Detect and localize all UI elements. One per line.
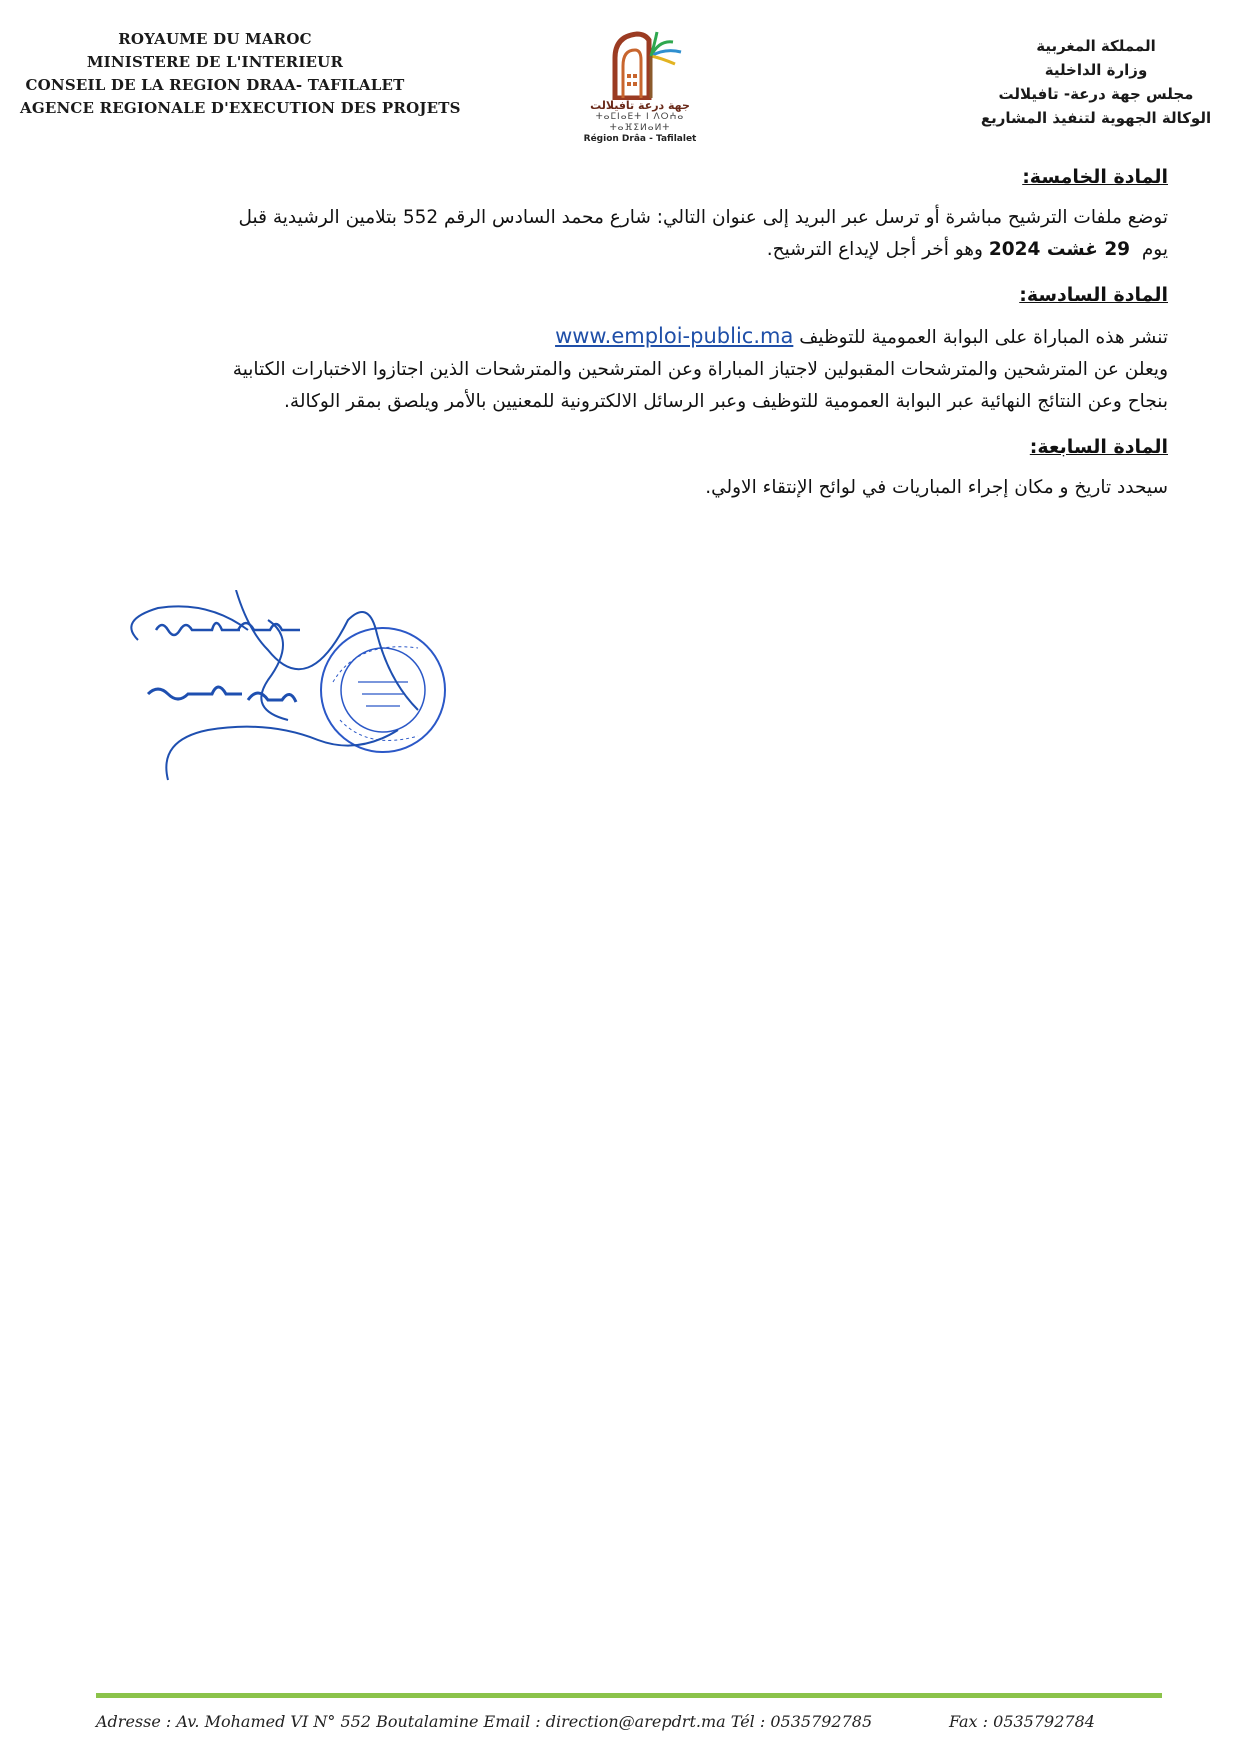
article-title: المادة السادسة: — [1019, 284, 1168, 306]
header-ar-line: مجلس جهة درعة- تافيلالت — [998, 85, 1194, 103]
article-seven — [90, 432, 1168, 504]
region-logo — [570, 28, 710, 154]
logo-arabic-text: جهة درعة تافيلالت — [590, 99, 690, 112]
article-six — [90, 280, 1168, 418]
paragraph-line: توضع ملفات الترشيح مباشرة أو ترسل عبر البريد إلى عنوان التالي: شارع محمد السادس الرقم 552 بتلامين الرشيدية قبل — [238, 207, 1168, 228]
letterhead-arabic — [961, 34, 1231, 130]
header-ar-line: وزارة الداخلية — [1044, 61, 1148, 79]
document-body — [90, 162, 1168, 518]
deadline-date: 29 غشت 2024 — [988, 239, 1131, 260]
signature-stamp-icon — [118, 590, 498, 790]
footer-divider — [96, 1693, 1162, 1698]
footer-contact — [96, 1712, 1162, 1731]
header-fr-line: MINISTERE DE L'INTERIEUR — [86, 53, 344, 71]
header-fr-line: ROYAUME DU MAROC — [118, 30, 312, 48]
article-paragraph — [90, 320, 1168, 418]
paragraph-line: ويعلن عن المترشحين والمترشحات المقبولين لاجتياز المباراة وعن المترشحين والمترشحات الذين اجتازوا الاختبارات الكتابية — [232, 359, 1168, 380]
signature-and-stamp — [118, 590, 498, 790]
publication-text: تنشر هذه المباراة على البوابة العمومية للتوظيف — [799, 327, 1168, 348]
footer-address: Adresse : Av. Mohamed VI N° 552 Boutalamine Email : direction@arepdrt.ma Tél : 0535792785 — [96, 1712, 873, 1731]
emploi-public-link[interactable]: www.emploi-public.ma — [555, 324, 794, 348]
logo-french-text: Région Drâa - Tafilalet — [583, 134, 697, 144]
footer-fax: Fax : 0535792784 — [949, 1712, 1095, 1731]
header-ar-line: المملكة المغربية — [1036, 37, 1156, 55]
article-paragraph — [90, 202, 1168, 266]
paragraph-line: سيحدد تاريخ و مكان إجراء المباريات في لوائح الإنتقاء الاولي. — [705, 477, 1168, 498]
header-fr-line: CONSEIL DE LA REGION DRAA- TAFILALET — [25, 76, 405, 94]
deadline-suffix: وهو أخر أجل لإيداع الترشيح. — [766, 239, 983, 260]
logo-tifinagh-text: ⵜⴰⵎⵏⴰⴹⵜ ⵏ ⴷⵔⵄⴰ ⵜⴰⴼⵉⵍⴰⵍⵜ — [595, 112, 685, 133]
paragraph-line — [90, 320, 1168, 354]
kasbah-palm-logo-icon — [595, 28, 685, 100]
letterhead-french — [20, 28, 461, 120]
deadline-prefix: يوم — [1141, 239, 1168, 260]
article-paragraph — [90, 472, 1168, 504]
article-title: المادة السابعة: — [1029, 436, 1168, 458]
paragraph-line: بنجاح وعن النتائج النهائية عبر البوابة العمومية للتوظيف وعبر الرسائل الالكترونية للمعنيين بالأمر ويلصق بمقر الوكالة. — [284, 391, 1168, 412]
paragraph-line — [90, 234, 1168, 266]
header-fr-line: AGENCE REGIONALE D'EXECUTION DES PROJETS — [20, 99, 461, 117]
header-ar-line: الوكالة الجهوية لتنفيذ المشاريع — [980, 109, 1212, 127]
article-title: المادة الخامسة: — [1022, 166, 1168, 188]
article-five — [90, 162, 1168, 266]
